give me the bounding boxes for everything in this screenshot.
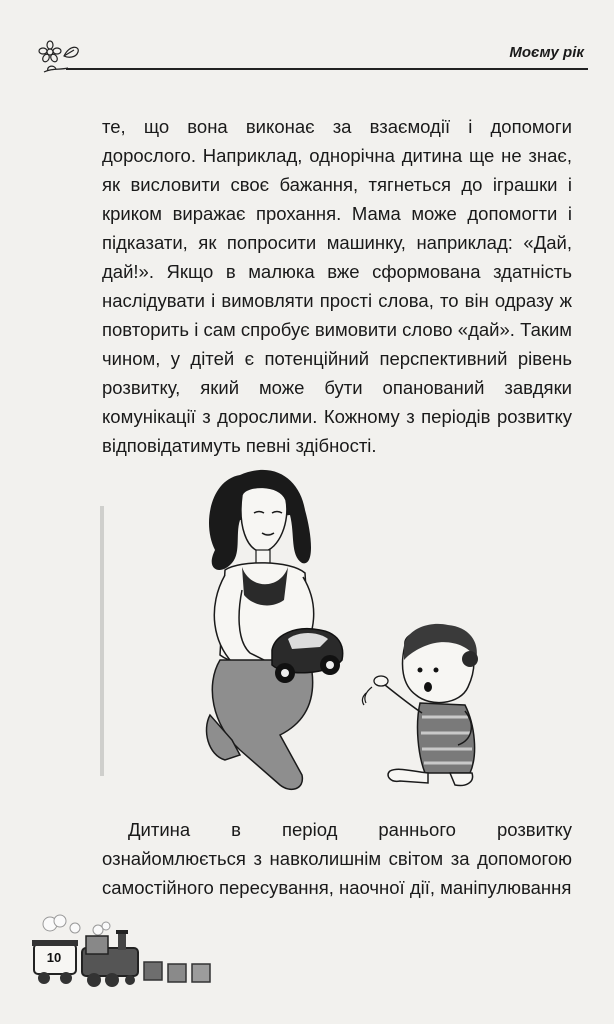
body-paragraph-2: Дитина в період раннього розвитку ознайомлюється з навколишнім світом за допомогою самостійного пересування, наочної дії, маніпулювання	[102, 819, 572, 898]
bleed-through-mark	[100, 506, 104, 776]
running-header-title: Моєму рік	[509, 44, 584, 61]
mother-child-toy-car-illustration	[180, 455, 500, 800]
header-rule	[66, 68, 588, 70]
page-number: 10	[46, 950, 62, 965]
flower-ornament-icon	[34, 38, 90, 78]
body-paragraph-1: те, що вона виконає за взаємодії і допомоги дорослого. Наприклад, однорічна дитина ще не знає, як висловити своє бажання, тягнеться до іграшки і криком виражає прохання. Мама може допомогти і підказати, як попросити машинку, наприклад: «Дай, дай!». Якщо в малюка вже сформована здатність наслідувати і вимовляти прості слова, то він одразу ж повторить і сам спробує вимовити слово «дай». Таким чином, у дітей є потенційний перспективний рівень розвитку, який може бути опанований завдяки комунікації з дорослими. Кожному з періодів розвитку відповідатимуть певні здібності.	[102, 116, 572, 456]
